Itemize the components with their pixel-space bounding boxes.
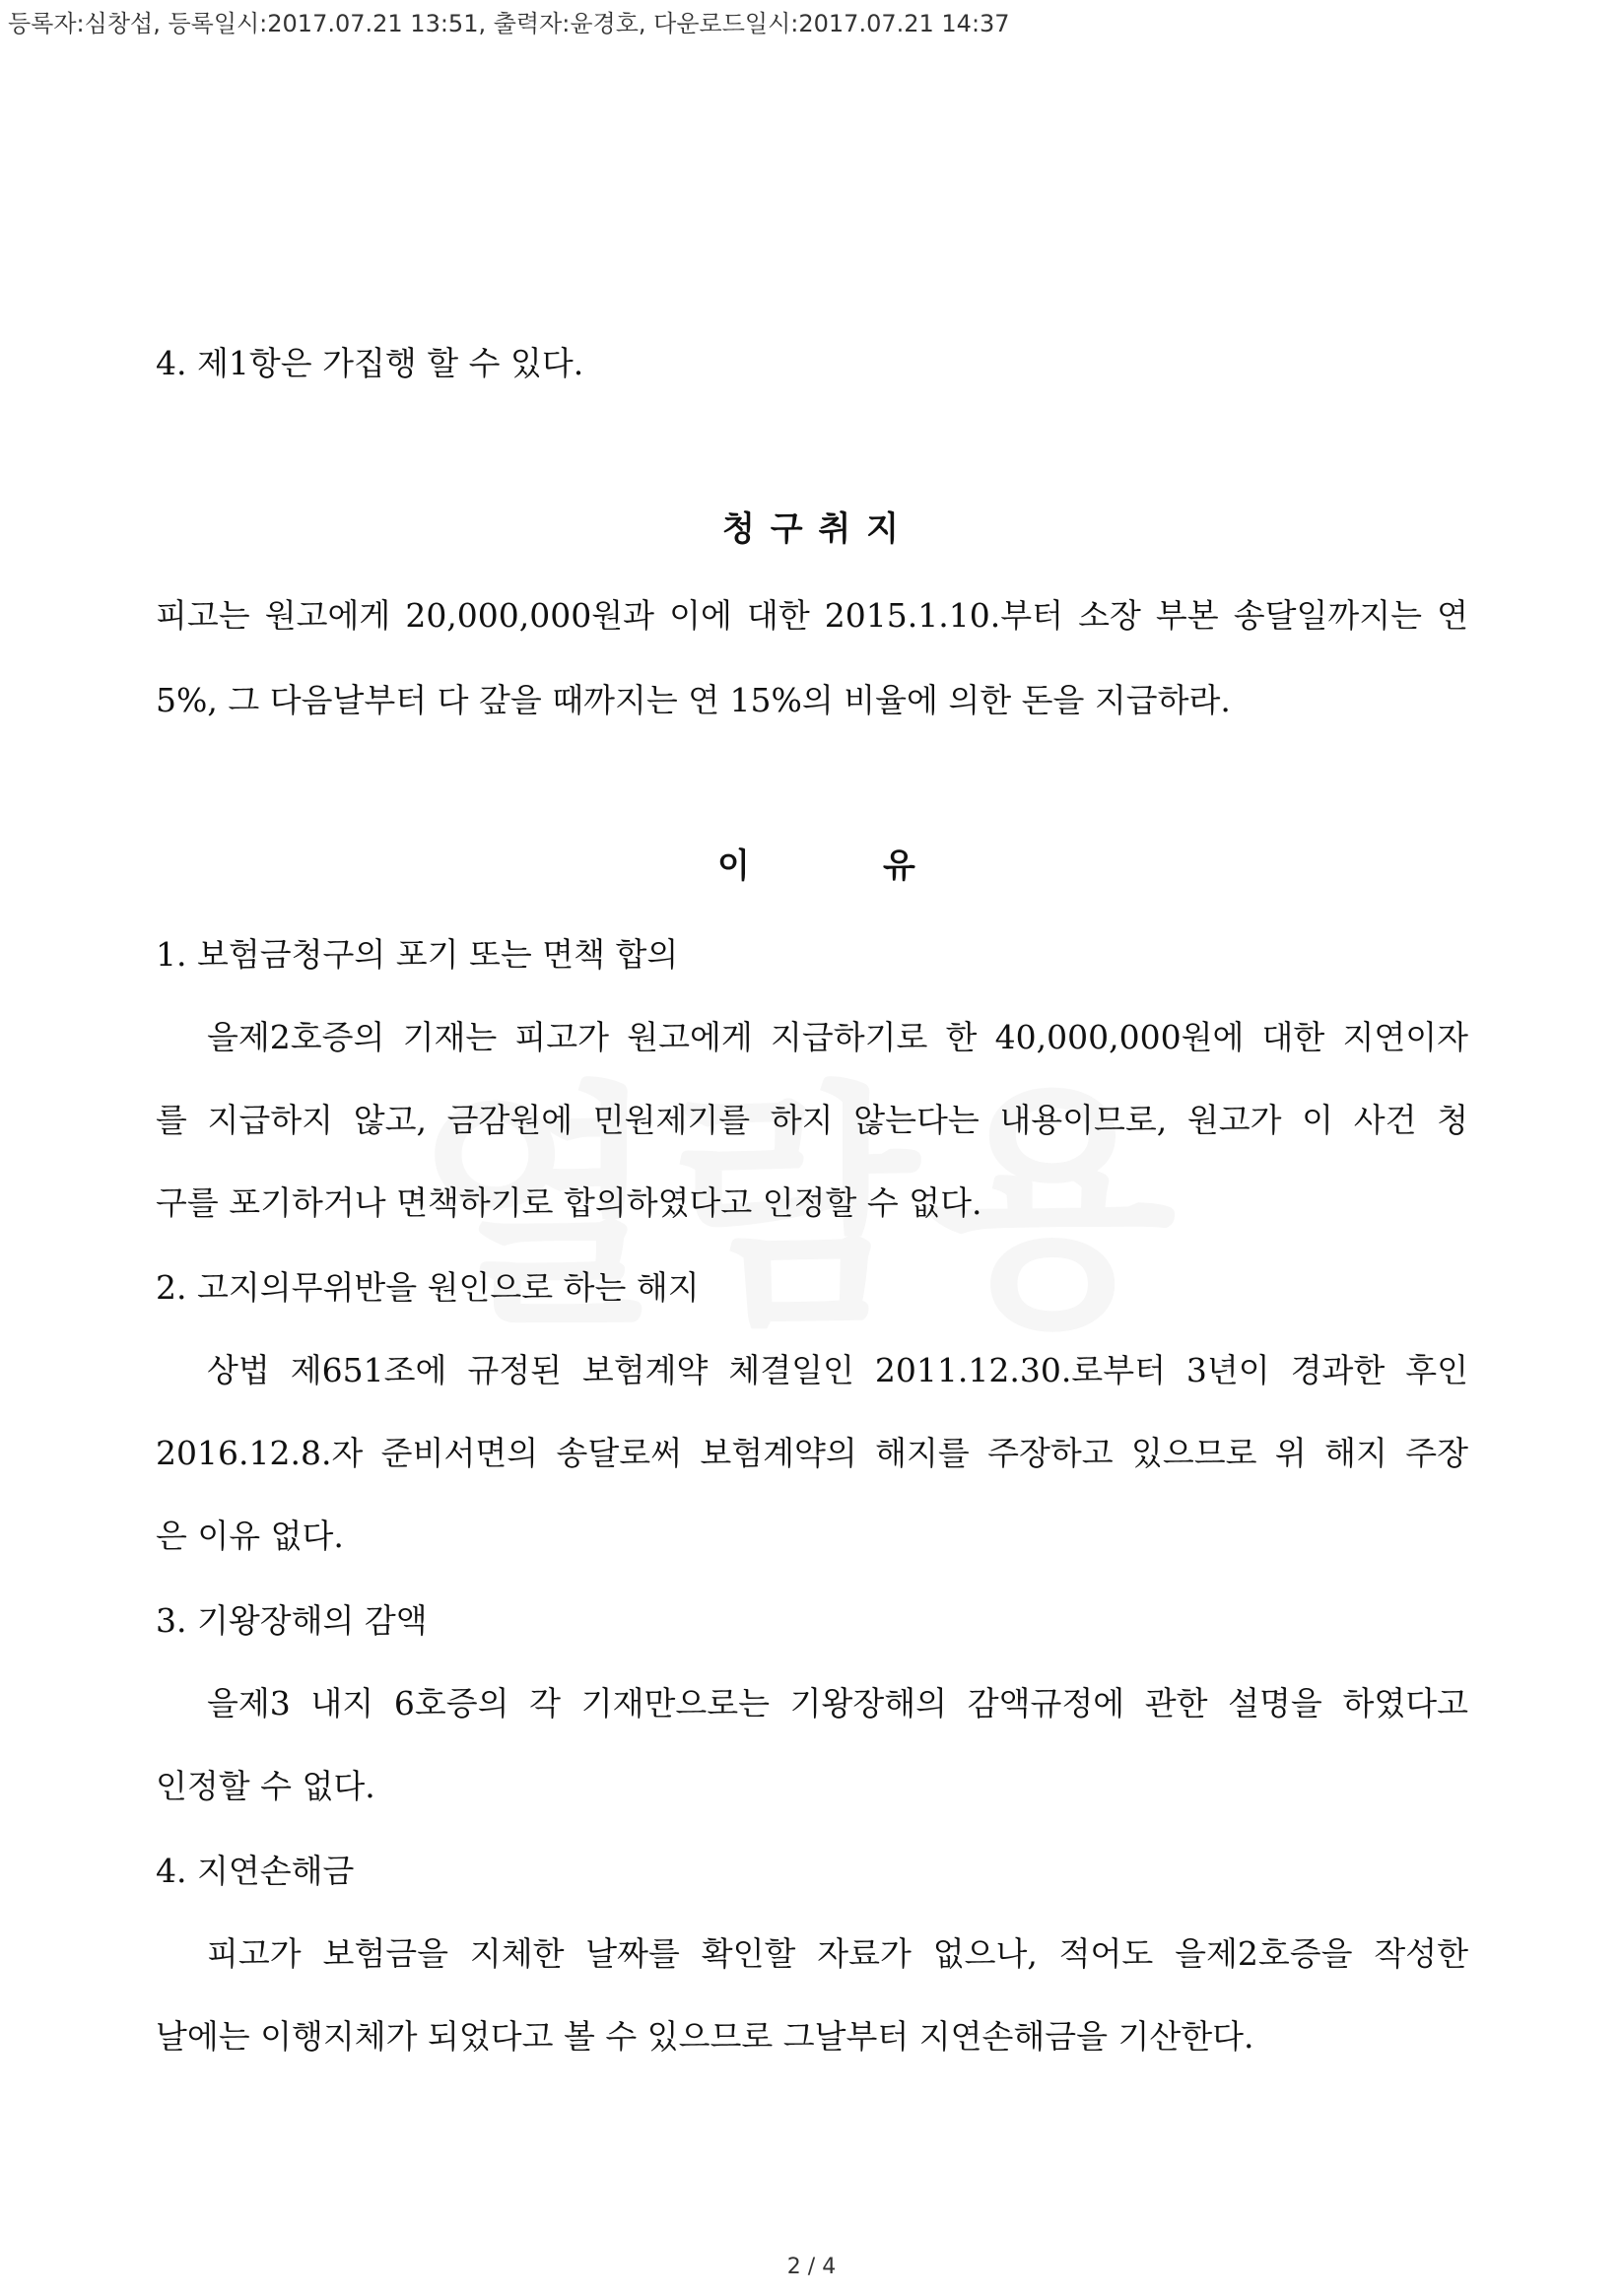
- claim-heading: 청 구 취 지: [722, 509, 901, 549]
- download-meta-header: 등록자:심창섭, 등록일시:2017.07.21 13:51, 출력자:윤경호, 다운로드일시:2017.07.21 14:37: [8, 10, 1010, 37]
- section-2-title: 2. 고지의무위반을 원인으로 하는 해지: [156, 1268, 700, 1307]
- reasons-heading-char-2: 유: [883, 846, 915, 886]
- reasons-heading-char-1: 이: [717, 846, 750, 886]
- section-1-line-2: 를 지급하지 않고, 금감원에 민원제기를 하지 않는다는 내용이므로, 원고가 이 사건 청: [156, 1101, 1468, 1139]
- section-4-line-1: 피고가 보험금을 지체한 날짜를 확인할 자료가 없으나, 적어도 을제2호증을 작성한: [207, 1934, 1468, 1973]
- order-item-4: 4. 제1항은 가집행 할 수 있다.: [156, 344, 584, 382]
- section-1-line-3: 구를 포기하거나 면책하기로 합의하였다고 인정할 수 없다.: [156, 1183, 982, 1222]
- claim-line-1: 피고는 원고에게 20,000,000원과 이에 대한 2015.1.10.부터 소장 부본 송달일까지는 연: [156, 596, 1468, 635]
- section-3-line-1: 을제3 내지 6호증의 각 기재만으로는 기왕장해의 감액규정에 관한 설명을 하였다고: [207, 1684, 1468, 1722]
- section-3-line-2: 인정할 수 없다.: [156, 1767, 375, 1805]
- section-3-title: 3. 기왕장해의 감액: [156, 1601, 428, 1640]
- section-1-line-1: 을제2호증의 기재는 피고가 원고에게 지급하기로 한 40,000,000원에 대한 지연이자: [207, 1018, 1468, 1056]
- section-2-line-2: 2016.12.8.자 준비서면의 송달로써 보험계약의 해지를 주장하고 있으므로 위 해지 주장: [156, 1434, 1468, 1472]
- page-number: 2 / 4: [786, 2255, 837, 2279]
- section-1-title: 1. 보험금청구의 포기 또는 면책 합의: [156, 935, 679, 974]
- claim-line-2: 5%, 그 다음날부터 다 갚을 때까지는 연 15%의 비율에 의한 돈을 지급하라.: [156, 681, 1231, 719]
- section-4-line-2: 날에는 이행지체가 되었다고 볼 수 있으므로 그날부터 지연손해금을 기산한다.: [156, 2017, 1254, 2056]
- section-2-line-3: 은 이유 없다.: [156, 1517, 344, 1555]
- section-2-line-1: 상법 제651조에 규정된 보험계약 체결일인 2011.12.30.로부터 3년이 경과한 후인: [207, 1351, 1468, 1389]
- section-4-title: 4. 지연손해금: [156, 1852, 355, 1890]
